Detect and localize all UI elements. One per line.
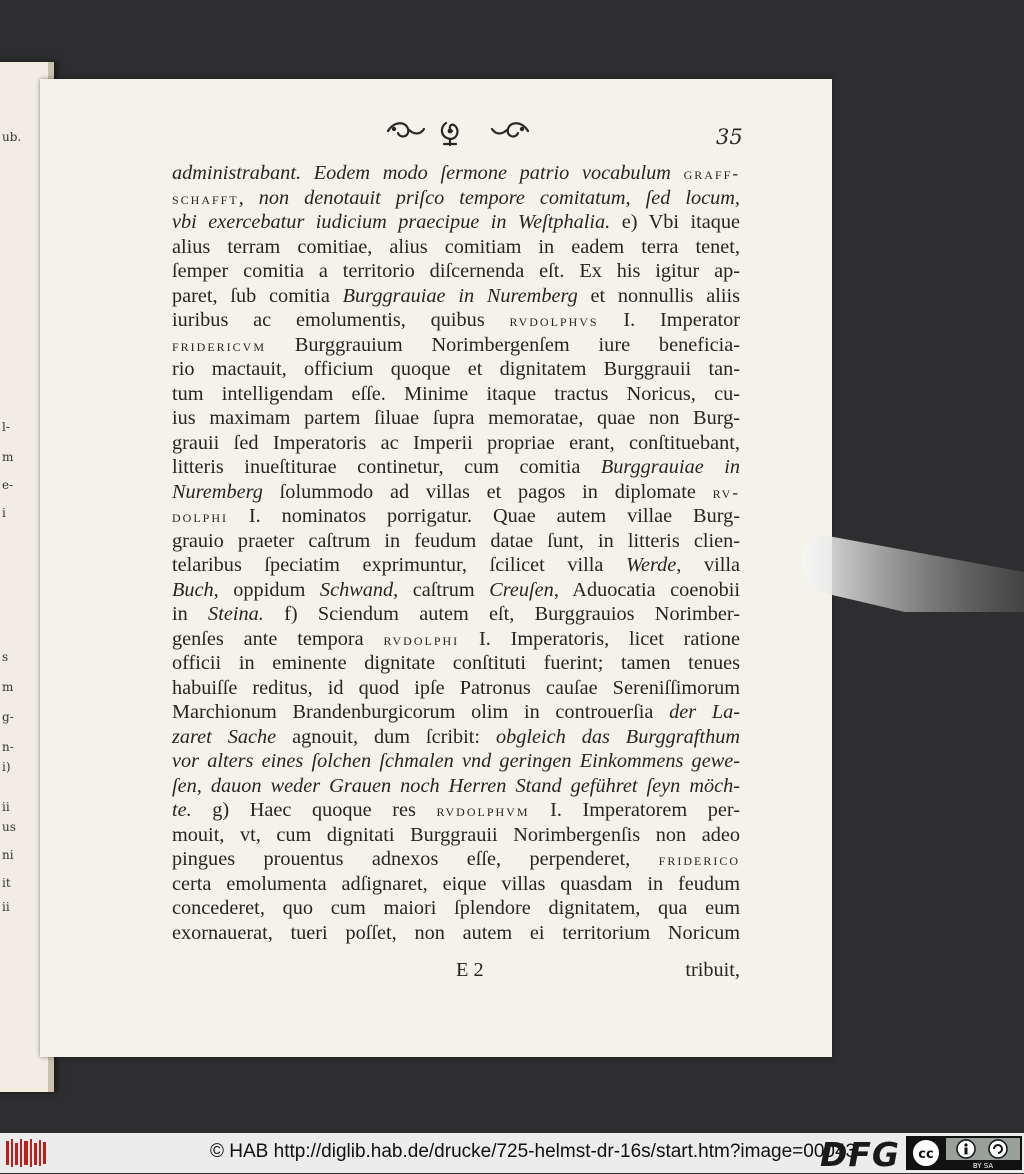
- cc-by-sa-icon: [906, 1136, 1022, 1170]
- text-run: tum intelligendam eſſe. Minime itaque tractus Noricus, cu-: [172, 382, 740, 405]
- text-run: Steina.: [208, 603, 264, 625]
- left-page-fragment: ub.: [2, 130, 22, 144]
- text-run: litteris inueſtiturae continetur, cum comitia: [172, 456, 601, 478]
- footer-bar: [0, 1133, 1024, 1173]
- text-run: rvdolphvm: [436, 801, 530, 820]
- text-run: officii in eminente dignitate conſtituti fuerint; tamen tenues: [172, 652, 740, 674]
- left-page-fragment: m: [2, 680, 14, 694]
- text-line: [172, 725, 740, 750]
- text-run: Nuremberg: [172, 480, 263, 503]
- text-line: [172, 284, 740, 309]
- text-run: dolphi: [172, 507, 228, 526]
- text-line: [172, 602, 740, 627]
- library-barcode-icon: [6, 1137, 46, 1169]
- text-run: grauio praeter caſtrum in feudum datae ſunt, in litteris clien-: [172, 529, 740, 552]
- text-line: [172, 259, 740, 284]
- text-run: alius terram comitiae, alius comitiam in eadem terra tenet,: [172, 235, 740, 258]
- text-line: [172, 798, 740, 823]
- page-curl-reflection: [798, 532, 1024, 612]
- text-run: e) Vbi itaque: [610, 211, 741, 233]
- text-line: [172, 847, 740, 872]
- text-run: Creuſen: [489, 578, 554, 601]
- text-line: [172, 235, 740, 260]
- text-line: [172, 651, 740, 676]
- catchword: tribuit,: [685, 959, 740, 981]
- text-run: mouit, vt, cum dignitati Burggrauii Norimbergenſis non adeo: [172, 823, 740, 846]
- text-line: [172, 676, 740, 701]
- left-page-text-fragments: [0, 62, 22, 1092]
- text-run: vbi exercebatur iudicium praecipue in Weſtphalia.: [172, 211, 611, 233]
- text-run: graff-: [683, 164, 740, 183]
- text-line: [172, 382, 740, 407]
- left-page-fragment: it: [2, 876, 11, 890]
- text-line: [172, 553, 740, 578]
- text-run: , caſtrum: [393, 578, 490, 601]
- text-line: [172, 627, 740, 652]
- text-run: agnouit, dum ſcribit:: [276, 725, 496, 748]
- text-line: [172, 700, 740, 725]
- text-run: zaret Sache: [172, 725, 277, 748]
- text-run: Burggrauium Norimbergenſem iure beneficia-: [266, 333, 740, 356]
- text-line: [172, 210, 740, 235]
- svg-text:BY SA: BY SA: [972, 1162, 994, 1170]
- left-page-fragment: us: [2, 820, 16, 834]
- creative-commons-license-badge[interactable]: [906, 1136, 1022, 1170]
- text-line: [172, 406, 740, 431]
- left-page-fragment: g-: [2, 710, 14, 724]
- text-line: [172, 774, 740, 799]
- page-footer-line: [172, 959, 740, 985]
- text-run: , non denotauit priſco tempore comitatum, ſed locum,: [238, 186, 740, 209]
- text-run: Werde: [625, 554, 677, 576]
- text-run: Buch: [172, 578, 214, 601]
- left-page-fragment: l-: [2, 420, 10, 434]
- text-run: telaribus ſpeciatim exprimuntur, ſcilicet villa: [172, 554, 626, 576]
- left-page-fragment: ii: [2, 800, 10, 814]
- text-line: [172, 504, 740, 529]
- text-run: Schwand: [319, 578, 394, 601]
- text-run: I. Imperator: [598, 309, 740, 331]
- text-run: der La-: [669, 701, 740, 723]
- text-line: [172, 333, 740, 358]
- text-run: ius maximam partem ſiluae ſupra memoratae, quae non Burg-: [172, 407, 740, 429]
- text-line: [172, 431, 740, 456]
- svg-text:cc: cc: [918, 1147, 934, 1162]
- text-line: [172, 823, 740, 848]
- text-line: [172, 896, 740, 921]
- text-run: fridericvm: [172, 335, 267, 355]
- text-run: rvdolphvs: [509, 311, 599, 330]
- body-text: [172, 161, 740, 945]
- text-run: ſolummodo ad villas et pagos in diplomate: [262, 480, 713, 503]
- left-page-fragment: i: [2, 506, 6, 520]
- left-page-fragment: s: [2, 650, 9, 664]
- text-run: I. Imperatorem per-: [529, 799, 740, 821]
- text-run: I. Imperatoris, licet ratione: [459, 627, 740, 650]
- text-line: [172, 872, 740, 897]
- text-run: genſes ante tempora: [172, 627, 384, 650]
- text-line: [172, 921, 740, 946]
- text-line: [172, 578, 740, 603]
- text-run: et nonnullis aliis: [577, 284, 740, 307]
- text-run: Marchionum Brandenburgicorum olim in controuerſia: [172, 701, 670, 723]
- dfg-logo: DFG: [820, 1135, 901, 1174]
- text-run: ſen, dauon weder Grauen noch Herren Stand geführet ſeyn möch-: [172, 774, 740, 797]
- text-run: certa emolumenta adſignaret, eique villas quasdam in feudum: [172, 872, 740, 895]
- text-run: friderico: [658, 850, 740, 869]
- text-line: [172, 161, 740, 186]
- left-page-fragment: n-: [2, 740, 14, 754]
- text-run: in: [172, 603, 209, 625]
- text-line: [172, 480, 740, 505]
- left-page-fragment: i): [2, 760, 11, 774]
- text-run: administrabant. Eodem modo ſermone patrio vocabulum: [172, 162, 684, 184]
- text-line: [172, 455, 740, 480]
- text-run: vor alters eines ſolchen ſchmalen vnd geringen Einkommens gewe-: [172, 750, 740, 772]
- text-run: rvdolphi: [383, 629, 460, 649]
- text-run: habuiſſe reditus, id quod ipſe Patronus cauſae Sereniſſimorum: [172, 676, 740, 699]
- text-run: schafft: [172, 188, 239, 208]
- left-page-fragment: m: [2, 450, 14, 464]
- text-run: , oppidum: [213, 578, 320, 601]
- text-run: pingues prouentus adnexos eſſe, perpenderet,: [172, 848, 659, 870]
- text-run: exornauerat, tueri poſſet, non autem ei territorium Noricum: [172, 921, 740, 944]
- text-run: obgleich das Burggrafthum: [495, 725, 740, 748]
- text-run: , Aduocatia coenobii: [553, 578, 741, 601]
- signature-mark: E 2: [456, 959, 484, 981]
- printer-ornament-icon: [384, 117, 532, 147]
- copyright-link[interactable]: © HAB http://diglib.hab.de/drucke/725-helmst-dr-16s/start.htm?image=00043: [210, 1141, 857, 1162]
- text-run: Burggrauiae in Nuremberg: [342, 284, 578, 307]
- text-line: [172, 529, 740, 554]
- text-run: grauii ſed Imperatoris ac Imperii propriae erant, conſtituebant,: [172, 431, 740, 454]
- text-run: rio mactauit, officium quoque et dignitatem Burggrauii tan-: [172, 358, 740, 380]
- text-run: iuribus ac emolumentis, quibus: [172, 309, 510, 331]
- text-run: rv-: [712, 482, 740, 502]
- text-run: Burggrauiae in: [600, 456, 740, 478]
- text-line: [172, 357, 740, 382]
- text-run: te.: [172, 799, 192, 821]
- text-run: f) Sciendum autem eſt, Burggrauios Norimber-: [263, 603, 740, 625]
- left-page-fragment: e-: [2, 478, 14, 492]
- text-run: concederet, quo cum maiori ſplendore dignitatem, qua eum: [172, 897, 740, 919]
- text-line: [172, 308, 740, 333]
- page-number: 35: [716, 125, 743, 149]
- left-page-fragment: ii: [2, 900, 10, 914]
- text-run: I. nominatos porrigatur. Quae autem villae Burg-: [228, 505, 740, 527]
- text-run: , villa: [676, 554, 740, 576]
- text-line: [172, 186, 740, 211]
- text-run: paret, ſub comitia: [172, 284, 343, 307]
- text-line: [172, 749, 740, 774]
- text-run: g) Haec quoque res: [191, 799, 437, 821]
- left-page-fragment: ni: [2, 848, 14, 862]
- book-page: [40, 79, 832, 1057]
- text-run: ſemper comitia a territorio diſcernenda eſt. Ex his igitur ap-: [172, 260, 740, 282]
